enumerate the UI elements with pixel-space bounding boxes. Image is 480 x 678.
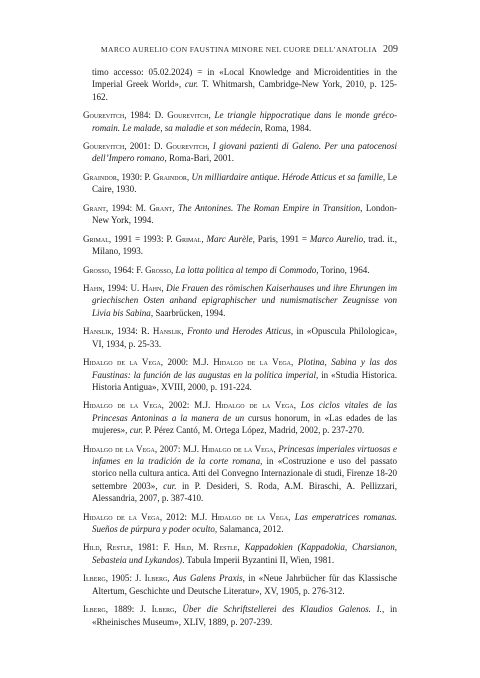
author-name: Ilberg [83, 573, 106, 584]
author-name: Hanslik [152, 326, 182, 337]
italic-title: La lotta politica al tempo di Commodo [175, 264, 317, 275]
bibliography-entry [83, 325, 397, 350]
entry-text: , [208, 110, 215, 121]
entry-text: cursus honorum, in «Las edades de las mujeres», [92, 412, 397, 436]
entry-text: , Le Caire, 1930. [92, 171, 397, 195]
italic-title: Fronto und Herodes Atticus [187, 326, 291, 337]
bibliography-entry [83, 603, 397, 628]
entry-text: , in «Neue Jahrbücher für das Klassische Altertum, Geschichte und Deutsche Literatur», XV, 1905, p. 276-312. [92, 573, 398, 596]
italic-title: cur. [129, 425, 144, 436]
entry-text: , in «Rheinisches Museum», XLIV, 1889, p. 207-239. [92, 604, 398, 627]
entry-text: , 2012: M.J. [159, 511, 212, 522]
italic-title: Le triangle hippocratique dans le monde gréco-romain. Le malade, sa maladie et son médecin [92, 110, 397, 133]
author-name: Hild [174, 542, 192, 553]
bibliography-entry [83, 282, 397, 319]
bibliography-entry [83, 572, 397, 597]
italic-title: Las emperatrices romanas. Sueños de púrpura y poder oculto [92, 511, 397, 534]
entry-text: , 1984: D. [124, 110, 168, 121]
entry-text: , [171, 264, 176, 275]
bibliography-entry [83, 202, 397, 227]
bibliography-entry [83, 264, 397, 276]
author-name: Hidalgo de la Vega [83, 511, 160, 522]
entry-text: , Roma-Bari, 2001. [164, 153, 235, 164]
author-name: Hidalgo de la Vega [201, 443, 274, 454]
entry-text: , 1981: F. [130, 542, 175, 553]
author-name: Graindor [83, 171, 117, 182]
entry-text: in P. Desideri, S. Roda, A.M. Biraschi, A. Pellizzari, Alessandria, 2007, p. 387-410. [92, 480, 397, 504]
author-name: Graindor [153, 171, 187, 182]
entry-text: , 1994: M. [105, 202, 150, 213]
entry-text: timo accesso: 05.02.2024) = in «Local Knowledge and Microidentities in the Imperial Greek World», [92, 67, 397, 90]
italic-title: I giovani pazienti di Galeno. Per una patocenosi dell’Impero romano [92, 141, 398, 164]
italic-title: Marc Aurèle [206, 233, 253, 244]
entry-text: P. Pérez Cantó, M. Ortega López, Madrid, 2002, p. 237-270. [143, 425, 365, 436]
italic-title: Aus Galens Praxis [172, 573, 243, 584]
author-name: Grimal [83, 233, 109, 244]
entry-text: , in «Costruzione e uso del passato storico nella cultura antica. Atti del Convegno Internazionale di studi, Firenze 18-20 settembre 2003», [92, 456, 397, 491]
entry-text: , [172, 202, 178, 213]
entry-text: , 1934: R. [111, 326, 153, 337]
author-name: Grosso [83, 264, 109, 275]
bibliography-list [83, 66, 397, 634]
entry-text: , 2000: M.J. [160, 357, 214, 368]
entry-text: , 1964: F. [108, 264, 146, 275]
author-name: Hidalgo de la Vega [215, 400, 294, 411]
entry-text: , Torino, 1964. [316, 264, 370, 275]
italic-title: Marco Aurelio [309, 233, 364, 244]
bibliography-entry [83, 109, 397, 134]
bibliography-entry [83, 356, 397, 393]
entry-text: , Salamanca, 2012. [214, 523, 284, 534]
entry-text: , Roma, 1984. [260, 122, 312, 133]
entry-text: , 1905: J. [105, 573, 145, 584]
entry-text: , in «Opuscula Philologica», VI, 1934, p. 25-33. [92, 326, 397, 349]
author-name: Hahn [83, 283, 103, 294]
entry-text: , Saarbrücken, 1994. [150, 307, 226, 318]
author-name: Restle [213, 542, 238, 553]
entry-text: , London-New York, 1994. [92, 202, 397, 226]
italic-title: Kappadokien (Kappadokia, Charsianon, Sebasteia und Lykandos) [92, 542, 397, 565]
author-name: Gourevitch [83, 110, 125, 121]
italic-title: Über die Schriftstellerei des Klaudios Galenos. I. [182, 604, 382, 615]
author-name: Hild, Restle [83, 542, 131, 553]
author-name: Grant [149, 202, 173, 213]
bibliography-entry [83, 233, 397, 258]
entry-text: , [174, 604, 183, 615]
entry-text: , M. [191, 542, 214, 553]
bibliography-entry [83, 140, 397, 165]
author-name: Hahn [141, 283, 162, 294]
entry-text: , [167, 573, 173, 584]
author-name: Ilberg [144, 573, 168, 584]
italic-title: Princesas imperiales virtuosas e infames en la tradición de la corte romana [92, 443, 398, 466]
entry-text: , [293, 400, 301, 411]
italic-title: Los ciclos vitales de las Princesas Antoninas a la manera de un [92, 400, 397, 423]
author-name: Gourevitch [166, 141, 208, 152]
entry-text: , [186, 171, 192, 182]
entry-text: , in «Studia Historica. Historia Antigua», XVIII, 2000, p. 191-224. [92, 369, 398, 392]
entry-text: , 1991 = 1993: P. [108, 233, 176, 244]
italic-title: cur. [163, 480, 177, 491]
bibliography-entry [83, 511, 397, 536]
italic-title: Un milliardaire antique. Hérode Atticus et sa famille [191, 171, 383, 182]
author-name: Ilberg [151, 604, 175, 615]
entry-text: , [288, 511, 295, 522]
page-number: 209 [383, 44, 398, 55]
entry-text: , [201, 233, 207, 244]
author-name: Grant [83, 202, 106, 213]
author-name: Hanslik [83, 326, 112, 337]
italic-title: cur. [184, 79, 199, 90]
entry-text: , 1889: J. [105, 604, 152, 615]
entry-text: , 2001: D. [124, 141, 166, 152]
italic-title: Die Frauen des römischen Kaiserhauses und ihre Ehrungen im griechischen Osten anhand epigraphischer und numismatischer Zeugnisse von Livia bis Sabina [92, 283, 397, 318]
bibliography-entry [83, 541, 397, 566]
author-name: Grimal [175, 233, 202, 244]
entry-text: , [207, 141, 213, 152]
author-name: Hidalgo de la Vega [211, 511, 289, 522]
entry-text: , 2007: M.J. [154, 443, 202, 454]
author-name: Gourevitch [83, 141, 125, 152]
italic-title: The Antonines. The Roman Empire in Transition [177, 202, 361, 213]
entry-text: , Paris, 1991 = [252, 233, 310, 244]
entry-text: , [181, 326, 188, 337]
author-name: Hidalgo de la Vega [83, 400, 162, 411]
author-name: Hidalgo de la Vega [213, 357, 292, 368]
entry-text: , [291, 357, 298, 368]
author-name: Hidalgo de la Vega [83, 357, 161, 368]
running-title: MARCO AURELIO CON FAUSTINA MINORE NEL CUORE DELL’ANATOLIA [100, 45, 377, 54]
running-head [101, 44, 398, 55]
entry-text: . Tabula Imperii Byzantini II, Wien, 1981. [182, 554, 335, 565]
entry-text: , 1994: U. [102, 283, 142, 294]
bibliography-entry-continuation [83, 66, 397, 103]
author-name: Grosso [145, 264, 172, 275]
bibliography-entry [83, 443, 397, 505]
entry-text: , [273, 443, 279, 454]
entry-text: , 1930: P. [116, 171, 154, 182]
entry-text: T. Whitmarsh, Cambridge-New York, 2010, p. 125-162. [92, 79, 397, 102]
italic-title: Plotina, Sabina y las dos Faustinas: la función de las augustas en la política imperial [92, 357, 398, 380]
entry-text: , [237, 542, 245, 553]
author-name: Gourevitch [167, 110, 209, 121]
entry-text: , trad. it., Milano, 1993. [92, 233, 397, 257]
entry-text: , [161, 283, 167, 294]
bibliography-entry [83, 171, 397, 196]
bibliography-entry [83, 399, 397, 436]
entry-text: , 2002: M.J. [161, 400, 216, 411]
author-name: Ilberg [83, 604, 106, 615]
author-name: Hidalgo de la Vega [83, 443, 155, 454]
